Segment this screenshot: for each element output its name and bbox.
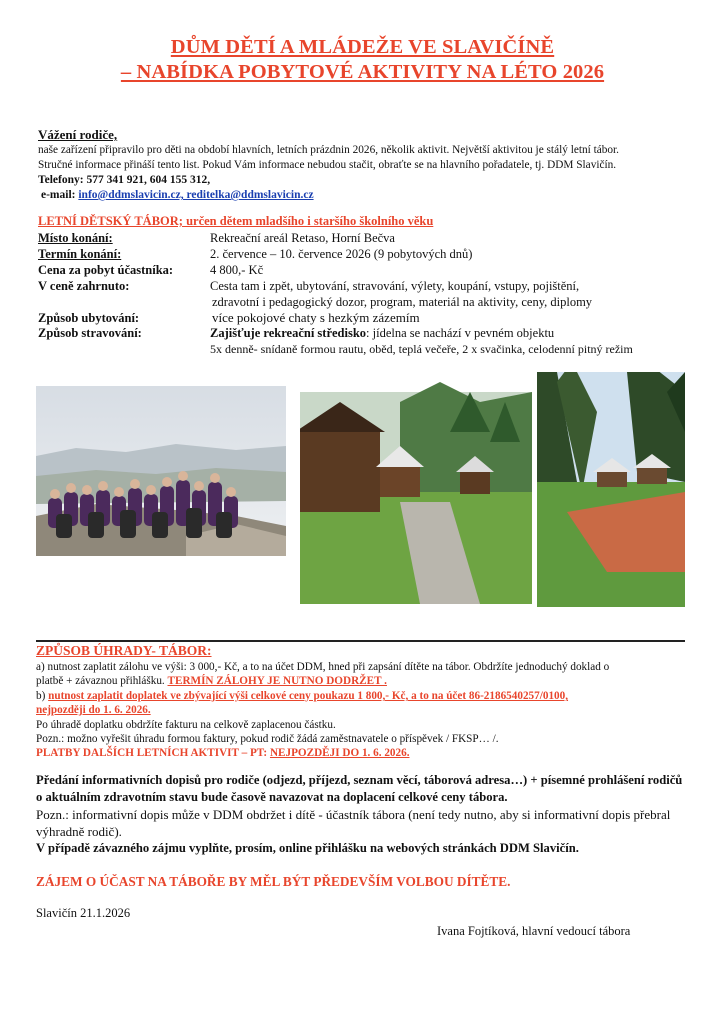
intro-line-1: naše zařízení připravilo pro děti na období hlavních, letních prázdnin 2026, několik aktivit. Největší aktivitou je stálý letní tábor.: [38, 144, 620, 156]
catering-value-2: 5x denně- snídaně formou rautu, oběd, teplá večeře, 2 x svačinka, celodenní pitný režim: [210, 342, 633, 356]
includes-label: V ceně zahrnuto:: [38, 279, 130, 293]
other-payments-deadline: NEJPOZDĚJI DO 1. 6. 2026.: [269, 747, 410, 759]
other-payments: [36, 746, 410, 761]
group-photo-image: [36, 386, 286, 556]
place-label: Místo konání:: [38, 231, 113, 245]
catering-value-bold: Zajišťuje rekreační středisko: [210, 326, 367, 340]
camp-heading: LETNÍ DĚTSKÝ TÁBOR; určen dětem mladšího i staršího školního věku: [38, 214, 434, 228]
payment-a-line1: a) nutnost zaplatit zálohu ve výši: 3 000,- Kč, a to na účet DDM, hned při zapsání dítěte na tábor. Obdržíte jednoduchý doklad o: [36, 661, 610, 673]
payment-b-deadline: nejpozději do 1. 6. 2026.: [36, 704, 151, 716]
page-title-line2: – NABÍDKA POBYTOVÉ AKTIVITY NA LÉTO 2026: [120, 61, 605, 83]
payment-b-line1: [36, 689, 568, 704]
email-label: e-mail:: [41, 189, 76, 201]
interest-note: ZÁJEM O ÚČAST NA TÁBOŘE BY MĚL BÝT PŘEDEVŠÍM VOLBOU DÍTĚTE.: [36, 874, 511, 889]
catering-label: Způsob stravování:: [38, 326, 142, 340]
intro-line-2: Stručné informace přináší tento list. Pokud Vám informace nebudou stačit, obraťte se na hlavního pořadatele, tj. DDM Slavičín.: [38, 159, 617, 171]
page-title-line1: DŮM DĚTÍ A MLÁDEŽE VE SLAVIČÍNĚ: [170, 36, 555, 58]
includes-value-1: Cesta tam i zpět, ubytování, stravování, výlety, koupání, vstupy, pojištění,: [210, 279, 580, 293]
accommodation-label: Způsob ubytování:: [38, 311, 140, 325]
cabins-photo: [300, 372, 532, 604]
term-value: 2. července – 10. července 2026 (9 pobytových dnů): [210, 247, 473, 261]
section-divider: [36, 640, 685, 642]
payment-b-prefix: b): [36, 690, 46, 702]
place-date: Slavičín 21.1.2026: [36, 906, 131, 920]
sports-field-photo-image: [537, 372, 685, 607]
info-paragraph-1: Předání informativních dopisů pro rodiče (odjezd, příjezd, seznam věcí, táborová adresa…) + písemné prohlášení rodičů o aktuálním zdravotním stavu bude časově navazovat na doplacení celkové ceny tábora.: [36, 773, 683, 804]
other-payments-label: PLATBY DALŠÍCH LETNÍCH AKTIVIT – PT:: [36, 747, 268, 759]
includes-value-2: zdravotní i pedagogický dozor, program, materiál na aktivity, ceny, diplomy: [212, 295, 593, 309]
email-row: [41, 188, 314, 203]
place-value: Rekreační areál Retaso, Horní Bečva: [210, 231, 395, 245]
payment-b-text: nutnost zaplatit doplatek ve zbývající výši celkové ceny poukazu 1 800,- Kč, a to na účet 86-2186540257/0100,: [48, 690, 569, 702]
payment-heading: ZPŮSOB ÚHRADY- TÁBOR:: [36, 643, 212, 658]
info-paragraph-2: Pozn.: informativní dopis může v DDM obdržet i dítě - účastník tábora (není tedy nutno, aby si informativní dopis přebral výhradně rodič).: [36, 807, 671, 839]
price-value: 4 800,- Kč: [210, 263, 264, 277]
group-photo: [36, 386, 286, 556]
info-paragraph-3: V případě závazného zájmu vyplňte, prosím, online přihlášku na webových stránkách DDM Slavičín.: [36, 841, 579, 855]
phones: Telefony: 577 341 921, 604 155 312,: [38, 174, 211, 186]
catering-value: [210, 326, 554, 341]
invoice-note: Po úhradě doplatku obdržíte fakturu na celkově zaplacenou částku.: [36, 719, 336, 731]
term-label: Termín konání:: [38, 247, 122, 261]
payment-pozn: Pozn.: možno vyřešit úhradu formou faktury, pokud rodič žádá zaměstnavatele o příspěvek / FKSP… /.: [36, 733, 499, 745]
sports-field-photo: [537, 372, 685, 607]
accommodation-value: více pokojové chaty s hezkým zázemím: [212, 310, 420, 325]
price-label: Cena za pobyt účastníka:: [38, 263, 174, 277]
email-links[interactable]: info@ddmslavicin.cz, reditelka@ddmslavicin.cz: [78, 189, 314, 201]
payment-a-warning: TERMÍN ZÁLOHY JE NUTNO DODRŽET .: [167, 675, 387, 687]
catering-value-rest: : jídelna se nachází v pevném objektu: [366, 326, 555, 340]
cabins-photo-image: [300, 372, 532, 604]
greeting: Vážení rodiče,: [38, 127, 118, 142]
payment-a-text2: platbě + závaznou přihlášku.: [36, 675, 165, 687]
signature: Ivana Fojtíková, hlavní vedoucí tábora: [437, 924, 631, 938]
payment-a-line2: [36, 674, 387, 689]
